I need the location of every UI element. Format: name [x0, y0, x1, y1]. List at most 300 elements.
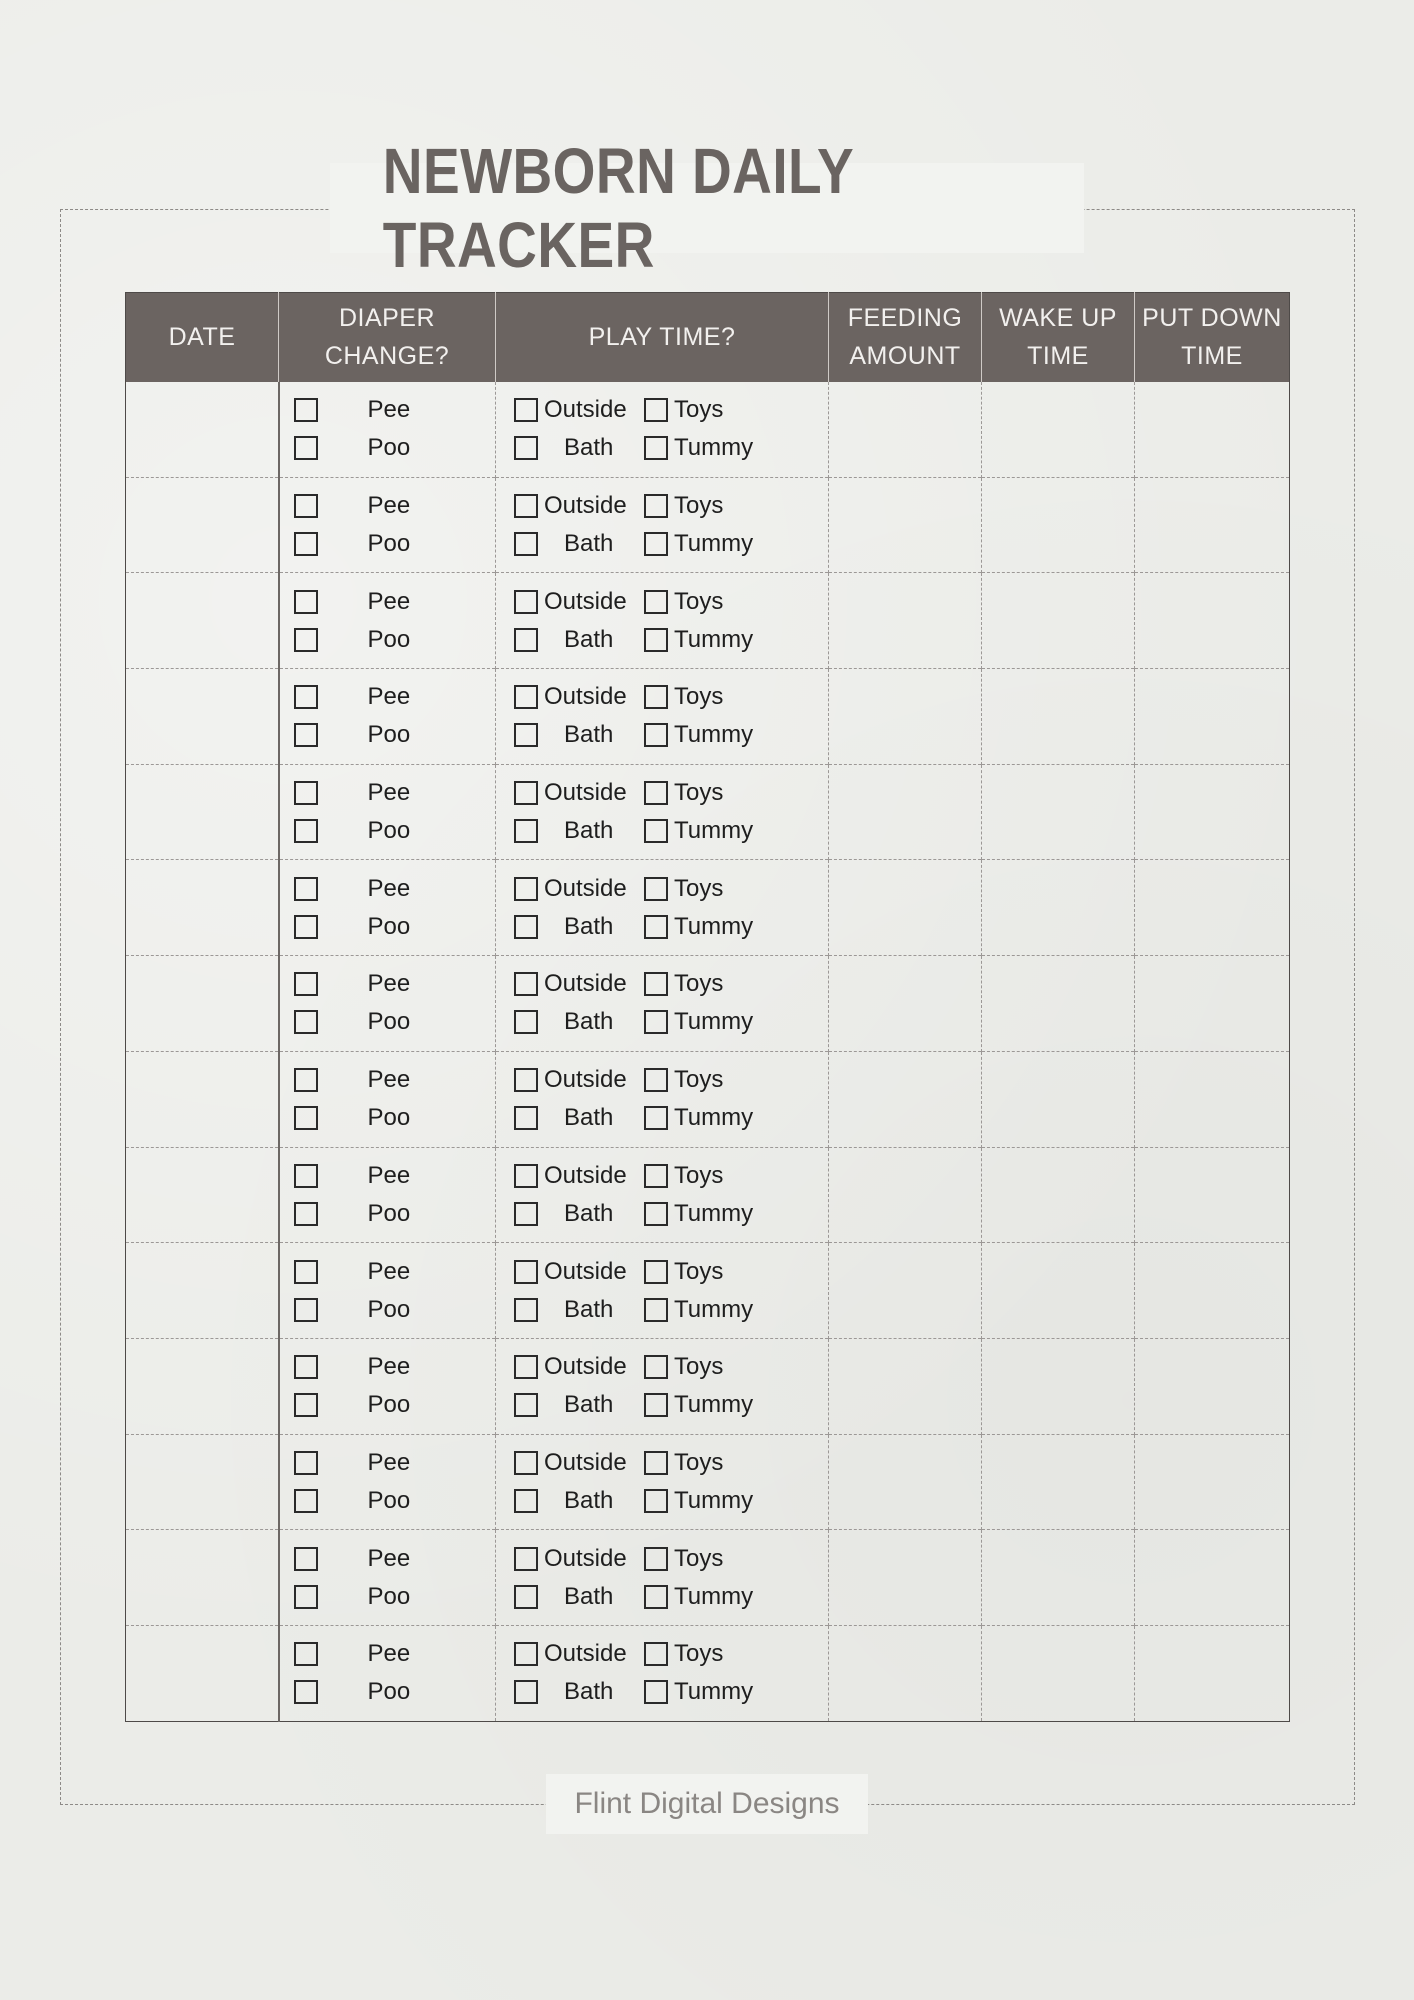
play-option [644, 681, 774, 713]
play-option [514, 1006, 644, 1038]
diaper-option [294, 1102, 496, 1134]
checkbox[interactable] [644, 1298, 668, 1322]
diaper-option [294, 1543, 496, 1575]
checkbox[interactable] [294, 685, 318, 709]
checkbox[interactable] [514, 1202, 538, 1226]
wake-up-time-cell[interactable] [982, 1147, 1135, 1243]
play-option [514, 1102, 644, 1134]
play-option [644, 1102, 774, 1134]
diaper-option-label: Poo [367, 1295, 411, 1323]
wake-up-time-cell[interactable] [982, 956, 1135, 1052]
play-option-label: Outside [544, 874, 627, 902]
play-option [644, 528, 774, 560]
checkbox[interactable] [294, 436, 318, 460]
checkbox[interactable] [514, 819, 538, 843]
diaper-option [294, 1160, 496, 1192]
diaper-option-label: Poo [367, 1678, 411, 1706]
checkbox[interactable] [644, 1489, 668, 1513]
table-row [126, 860, 1290, 956]
play-option [644, 815, 774, 847]
header-row [126, 293, 1290, 382]
checkbox[interactable] [644, 398, 668, 422]
checkbox[interactable] [514, 972, 538, 996]
date-cell[interactable] [126, 669, 279, 765]
checkbox[interactable] [294, 1260, 318, 1284]
checkbox[interactable] [514, 1393, 538, 1417]
play-option-label: Tummy [674, 1199, 754, 1227]
play-option-label: Toys [674, 779, 724, 807]
diaper-option-label: Poo [367, 1486, 411, 1514]
checkbox[interactable] [644, 723, 668, 747]
wake-up-time-cell[interactable] [982, 1051, 1135, 1147]
play-option-label: Tummy [674, 1582, 754, 1610]
feeding-amount-cell[interactable] [829, 1530, 982, 1626]
play-option [514, 911, 644, 943]
play-option [514, 1389, 644, 1421]
play-option [644, 777, 774, 809]
play-option [644, 1256, 774, 1288]
checkbox[interactable] [514, 1010, 538, 1034]
play-option [644, 719, 774, 751]
play-option [514, 815, 644, 847]
footer-credit: Flint Digital Designs [574, 1787, 840, 1820]
feeding-amount-cell[interactable] [829, 956, 982, 1052]
checkbox[interactable] [644, 1585, 668, 1609]
play-option-label: Tummy [674, 1678, 754, 1706]
checkbox[interactable] [514, 494, 538, 518]
diaper-option [294, 873, 496, 905]
diaper-cell [279, 764, 496, 860]
checkbox[interactable] [514, 1164, 538, 1188]
checkbox[interactable] [514, 1680, 538, 1704]
play-option-label: Toys [674, 396, 724, 424]
feeding-amount-cell[interactable] [829, 573, 982, 669]
play-option-label: Bath [564, 530, 614, 558]
checkbox[interactable] [514, 628, 538, 652]
checkbox[interactable] [514, 1451, 538, 1475]
diaper-option [294, 1676, 496, 1708]
checkbox[interactable] [644, 1010, 668, 1034]
feeding-amount-cell[interactable] [829, 1434, 982, 1530]
checkbox[interactable] [644, 436, 668, 460]
play-option-label: Toys [674, 1257, 724, 1285]
put-down-time-cell[interactable] [1135, 1051, 1290, 1147]
date-cell[interactable] [126, 477, 279, 573]
wake-up-time-cell[interactable] [982, 1434, 1135, 1530]
date-cell[interactable] [126, 956, 279, 1052]
diaper-cell [279, 1243, 496, 1339]
diaper-option [294, 624, 496, 656]
wake-up-time-cell[interactable] [982, 764, 1135, 860]
diaper-option-label: Poo [367, 625, 411, 653]
put-down-time-cell[interactable] [1135, 477, 1290, 573]
date-cell[interactable] [126, 764, 279, 860]
play-option-label: Outside [544, 492, 627, 520]
play-option [514, 1581, 644, 1613]
checkbox[interactable] [294, 1393, 318, 1417]
checkbox[interactable] [514, 590, 538, 614]
checkbox[interactable] [514, 398, 538, 422]
play-option [514, 1638, 644, 1670]
play-time-cell [496, 1338, 829, 1434]
put-down-time-cell[interactable] [1135, 764, 1290, 860]
play-option [514, 968, 644, 1000]
diaper-cell [279, 1434, 496, 1530]
play-option-label: Outside [544, 1640, 627, 1668]
wake-up-time-cell[interactable] [982, 1243, 1135, 1339]
feeding-amount-cell[interactable] [829, 477, 982, 573]
play-option [514, 719, 644, 751]
feeding-amount-cell[interactable] [829, 1051, 982, 1147]
diaper-option [294, 1256, 496, 1288]
diaper-option-label: Pee [367, 683, 411, 711]
put-down-time-cell[interactable] [1135, 1434, 1290, 1530]
feeding-amount-cell[interactable] [829, 764, 982, 860]
checkbox[interactable] [514, 915, 538, 939]
play-option-label: Bath [564, 1486, 614, 1514]
put-down-time-cell[interactable] [1135, 1530, 1290, 1626]
date-cell[interactable] [126, 382, 279, 478]
play-option-label: Outside [544, 1353, 627, 1381]
checkbox[interactable] [294, 1164, 318, 1188]
checkbox[interactable] [294, 781, 318, 805]
checkbox[interactable] [644, 1202, 668, 1226]
play-option-label: Bath [564, 1104, 614, 1132]
play-option [514, 1256, 644, 1288]
play-option [644, 1006, 774, 1038]
checkbox[interactable] [644, 1680, 668, 1704]
checkbox[interactable] [514, 1585, 538, 1609]
wake-up-time-cell[interactable] [982, 573, 1135, 669]
play-option [514, 1676, 644, 1708]
play-option [514, 681, 644, 713]
checkbox[interactable] [644, 685, 668, 709]
checkbox[interactable] [644, 819, 668, 843]
diaper-option [294, 1006, 496, 1038]
checkbox[interactable] [644, 494, 668, 518]
play-time-cell [496, 1051, 829, 1147]
diaper-option [294, 911, 496, 943]
table-row [126, 1243, 1290, 1339]
feeding-amount-cell[interactable] [829, 860, 982, 956]
checkbox[interactable] [644, 532, 668, 556]
checkbox[interactable] [514, 1355, 538, 1379]
diaper-option [294, 586, 496, 618]
checkbox[interactable] [644, 1106, 668, 1130]
put-down-time-cell[interactable] [1135, 956, 1290, 1052]
feeding-amount-cell[interactable] [829, 669, 982, 765]
play-option [514, 528, 644, 560]
checkbox[interactable] [294, 1068, 318, 1092]
diaper-cell [279, 1147, 496, 1243]
checkbox[interactable] [294, 494, 318, 518]
diaper-option [294, 1294, 496, 1326]
date-cell[interactable] [126, 1625, 279, 1721]
diaper-option-label: Poo [367, 1008, 411, 1036]
play-option-label: Tummy [674, 434, 754, 462]
checkbox[interactable] [294, 1680, 318, 1704]
diaper-cell [279, 382, 496, 478]
header-diaper-change: DIAPER CHANGE? [279, 293, 496, 382]
date-cell[interactable] [126, 1243, 279, 1339]
play-option-label: Outside [544, 396, 627, 424]
play-time-cell [496, 956, 829, 1052]
play-option [514, 1064, 644, 1096]
checkbox[interactable] [514, 1547, 538, 1571]
play-option [644, 1638, 774, 1670]
checkbox[interactable] [644, 877, 668, 901]
play-option [514, 1543, 644, 1575]
checkbox[interactable] [294, 590, 318, 614]
checkbox[interactable] [294, 1585, 318, 1609]
play-option [644, 586, 774, 618]
play-option-label: Tummy [674, 817, 754, 845]
play-option [514, 1198, 644, 1230]
diaper-cell [279, 669, 496, 765]
wake-up-time-cell[interactable] [982, 1625, 1135, 1721]
wake-up-time-cell[interactable] [982, 1530, 1135, 1626]
checkbox[interactable] [644, 1355, 668, 1379]
checkbox[interactable] [294, 532, 318, 556]
date-cell[interactable] [126, 1530, 279, 1626]
checkbox[interactable] [514, 685, 538, 709]
play-option-label: Bath [564, 817, 614, 845]
date-cell[interactable] [126, 860, 279, 956]
checkbox[interactable] [294, 877, 318, 901]
header-feeding-amount: FEEDING AMOUNT [829, 293, 982, 382]
play-option-label: Tummy [674, 721, 754, 749]
play-option-label: Bath [564, 1391, 614, 1419]
play-option-label: Toys [674, 587, 724, 615]
diaper-cell [279, 477, 496, 573]
wake-up-time-cell[interactable] [982, 477, 1135, 573]
put-down-time-cell[interactable] [1135, 1243, 1290, 1339]
checkbox[interactable] [644, 1260, 668, 1284]
checkbox[interactable] [294, 1106, 318, 1130]
diaper-option [294, 968, 496, 1000]
play-option-label: Tummy [674, 1486, 754, 1514]
checkbox[interactable] [514, 1068, 538, 1092]
play-option [644, 1485, 774, 1517]
play-option-label: Tummy [674, 1295, 754, 1323]
feeding-amount-cell[interactable] [829, 1338, 982, 1434]
diaper-option-label: Poo [367, 1104, 411, 1132]
date-cell[interactable] [126, 1147, 279, 1243]
play-option [644, 968, 774, 1000]
diaper-cell [279, 1530, 496, 1626]
checkbox[interactable] [644, 590, 668, 614]
put-down-time-cell[interactable] [1135, 382, 1290, 478]
checkbox[interactable] [644, 1068, 668, 1092]
checkbox[interactable] [514, 1298, 538, 1322]
play-option-label: Bath [564, 1295, 614, 1323]
play-option-label: Toys [674, 1448, 724, 1476]
checkbox[interactable] [294, 1489, 318, 1513]
diaper-option-label: Pee [367, 1161, 411, 1189]
wake-up-time-cell[interactable] [982, 1338, 1135, 1434]
put-down-time-cell[interactable] [1135, 669, 1290, 765]
date-cell[interactable] [126, 1338, 279, 1434]
checkbox[interactable] [644, 1547, 668, 1571]
checkbox[interactable] [644, 781, 668, 805]
play-option [514, 777, 644, 809]
diaper-option-label: Pee [367, 1544, 411, 1572]
checkbox[interactable] [294, 915, 318, 939]
date-cell[interactable] [126, 573, 279, 669]
play-option-label: Tummy [674, 625, 754, 653]
diaper-option-label: Poo [367, 721, 411, 749]
diaper-option-label: Pee [367, 1448, 411, 1476]
checkbox[interactable] [294, 1202, 318, 1226]
diaper-option-label: Pee [367, 970, 411, 998]
play-option [514, 586, 644, 618]
checkbox[interactable] [294, 628, 318, 652]
table-row [126, 956, 1290, 1052]
checkbox[interactable] [294, 1355, 318, 1379]
play-option [514, 432, 644, 464]
feeding-amount-cell[interactable] [829, 1625, 982, 1721]
wake-up-time-cell[interactable] [982, 860, 1135, 956]
checkbox[interactable] [514, 1106, 538, 1130]
checkbox[interactable] [294, 1451, 318, 1475]
table-row [126, 1147, 1290, 1243]
table-row [126, 1530, 1290, 1626]
feeding-amount-cell[interactable] [829, 1243, 982, 1339]
feeding-amount-cell[interactable] [829, 1147, 982, 1243]
checkbox[interactable] [514, 1489, 538, 1513]
play-option-label: Toys [674, 492, 724, 520]
put-down-time-cell[interactable] [1135, 1338, 1290, 1434]
diaper-option-label: Pee [367, 1066, 411, 1094]
tracker-table [125, 292, 1290, 1722]
diaper-option [294, 394, 496, 426]
diaper-option-label: Poo [367, 912, 411, 940]
table-row [126, 477, 1290, 573]
play-option [644, 911, 774, 943]
checkbox[interactable] [644, 915, 668, 939]
play-option-label: Outside [544, 587, 627, 615]
play-option [514, 394, 644, 426]
play-option-label: Outside [544, 1066, 627, 1094]
diaper-option-label: Poo [367, 1391, 411, 1419]
put-down-time-cell[interactable] [1135, 1625, 1290, 1721]
checkbox[interactable] [294, 1547, 318, 1571]
play-option [644, 1543, 774, 1575]
checkbox[interactable] [294, 723, 318, 747]
play-time-cell [496, 573, 829, 669]
diaper-option [294, 528, 496, 560]
diaper-cell [279, 1625, 496, 1721]
checkbox[interactable] [644, 1451, 668, 1475]
play-option [644, 1160, 774, 1192]
put-down-time-cell[interactable] [1135, 860, 1290, 956]
play-time-cell [496, 1243, 829, 1339]
date-cell[interactable] [126, 1434, 279, 1530]
checkbox[interactable] [514, 436, 538, 460]
diaper-option [294, 1638, 496, 1670]
play-time-cell [496, 764, 829, 860]
wake-up-time-cell[interactable] [982, 669, 1135, 765]
table-row [126, 573, 1290, 669]
play-option-label: Bath [564, 1678, 614, 1706]
date-cell[interactable] [126, 1051, 279, 1147]
feeding-amount-cell[interactable] [829, 382, 982, 478]
diaper-option-label: Pee [367, 1257, 411, 1285]
play-option-label: Bath [564, 625, 614, 653]
put-down-time-cell[interactable] [1135, 573, 1290, 669]
play-time-cell [496, 1625, 829, 1721]
put-down-time-cell[interactable] [1135, 1147, 1290, 1243]
play-option [514, 1447, 644, 1479]
checkbox[interactable] [514, 781, 538, 805]
diaper-option-label: Pee [367, 1640, 411, 1668]
checkbox[interactable] [294, 972, 318, 996]
play-time-cell [496, 860, 829, 956]
checkbox[interactable] [644, 628, 668, 652]
play-option [644, 1447, 774, 1479]
checkbox[interactable] [294, 398, 318, 422]
diaper-option [294, 1485, 496, 1517]
diaper-option [294, 1389, 496, 1421]
checkbox[interactable] [644, 1642, 668, 1666]
table-row [126, 1625, 1290, 1721]
table-row [126, 1434, 1290, 1530]
diaper-option [294, 1351, 496, 1383]
checkbox[interactable] [644, 1393, 668, 1417]
play-time-cell [496, 477, 829, 573]
play-option [514, 1294, 644, 1326]
play-option-label: Toys [674, 1353, 724, 1381]
play-option-label: Toys [674, 970, 724, 998]
checkbox[interactable] [644, 972, 668, 996]
play-option [514, 1160, 644, 1192]
checkbox[interactable] [294, 1642, 318, 1666]
play-option [644, 1064, 774, 1096]
checkbox[interactable] [514, 877, 538, 901]
play-option [644, 394, 774, 426]
checkbox[interactable] [514, 1642, 538, 1666]
diaper-option-label: Pee [367, 396, 411, 424]
checkbox[interactable] [294, 819, 318, 843]
diaper-option-label: Pee [367, 492, 411, 520]
diaper-option-label: Poo [367, 530, 411, 558]
play-option-label: Bath [564, 434, 614, 462]
checkbox[interactable] [294, 1010, 318, 1034]
tracker-rows [126, 382, 1290, 1722]
play-option-label: Outside [544, 779, 627, 807]
play-option [514, 624, 644, 656]
checkbox[interactable] [294, 1298, 318, 1322]
play-option-label: Tummy [674, 1104, 754, 1132]
checkbox[interactable] [514, 723, 538, 747]
play-option [644, 490, 774, 522]
play-option [644, 1198, 774, 1230]
diaper-option [294, 1198, 496, 1230]
wake-up-time-cell[interactable] [982, 382, 1135, 478]
checkbox[interactable] [514, 1260, 538, 1284]
play-option-label: Toys [674, 1066, 724, 1094]
checkbox[interactable] [644, 1164, 668, 1188]
checkbox[interactable] [514, 532, 538, 556]
play-option-label: Bath [564, 1199, 614, 1227]
table-row [126, 764, 1290, 860]
play-option-label: Outside [544, 683, 627, 711]
diaper-option [294, 1064, 496, 1096]
header-wake-up-time: WAKE UP TIME [982, 293, 1135, 382]
diaper-option-label: Poo [367, 1582, 411, 1610]
play-option [514, 873, 644, 905]
play-option [644, 873, 774, 905]
